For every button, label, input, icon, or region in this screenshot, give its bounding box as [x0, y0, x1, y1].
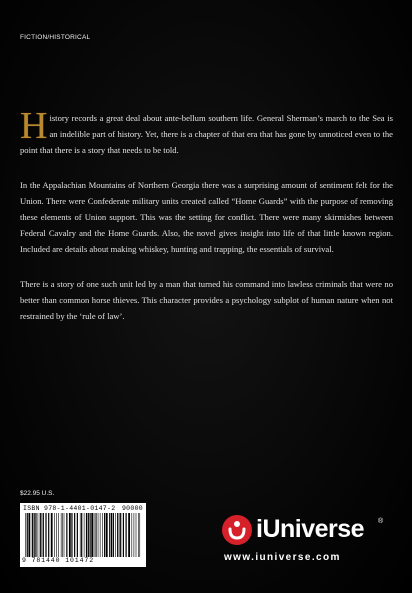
barcode-bar — [96, 513, 97, 557]
blurb-paragraph-2: In the Appalachian Mountains of Northern Georgia there was a surprising amount of sentiment felt for the Union. There were Confederate military units created called “Home Guards” with the purpose of removing these elements of Union support. This was the setting for conflict. There were many skirmishes between Federal Cavalry and the Home Guards. Also, the novel gives insight into life of that little known region. Included are details about making whiskey, hunting and trapping, the essentials of survival. — [20, 179, 393, 255]
barcode-bar — [38, 513, 39, 557]
barcode-bar — [69, 513, 71, 557]
barcode-bar — [32, 513, 33, 557]
barcode-bar — [90, 513, 91, 557]
barcode-bar — [115, 513, 116, 557]
barcode-bar — [56, 513, 57, 557]
barcode-bar — [88, 513, 89, 557]
barcode-bar — [61, 513, 62, 557]
barcode-bar — [126, 513, 127, 557]
barcode-bar — [43, 513, 44, 557]
barcode-bar — [25, 513, 26, 557]
publisher-website: www.iuniverse.com — [224, 552, 341, 563]
barcode-bar — [94, 513, 95, 557]
barcode-bar — [111, 513, 112, 557]
blurb-paragraph-1-text: istory records a great deal about ante-bellum southern life. General Sherman’s march to the Sea is an indelible part of history. Yet, there is a chapter of that era that has gone by unnoticed even to the point that there is a story that needs to be told. — [20, 113, 393, 156]
publisher-name: iUniverse — [256, 515, 365, 543]
barcode-bar — [109, 513, 110, 557]
registered-mark: ® — [378, 518, 384, 525]
isbn-number — [23, 505, 143, 512]
blurb-paragraph-3: There is a story of one such unit led by a man that turned his command into lawless criminals that were no better than common horse thieves. This character provides a psychology subplot of human nature when not restrained by the ‘rule of law’. — [20, 278, 393, 322]
barcode-bar — [84, 513, 85, 557]
barcode-bar — [35, 513, 36, 557]
barcode-bar — [80, 513, 81, 557]
barcode-bar — [98, 513, 99, 557]
barcode-bars — [23, 513, 143, 557]
barcode-bar — [62, 513, 63, 557]
barcode-bar — [58, 513, 59, 557]
barcode-bar — [117, 513, 118, 557]
barcode-bar — [64, 513, 65, 557]
barcode-bar — [113, 513, 114, 557]
barcode-bar — [100, 513, 101, 557]
publisher-logo-mark — [222, 515, 252, 545]
barcode-bar — [34, 513, 35, 557]
barcode-bar — [134, 513, 135, 557]
barcode-bar — [86, 513, 87, 557]
ean-digits: 9 781440 101472 — [22, 557, 95, 564]
barcode-bar — [119, 513, 120, 557]
barcode-bar — [71, 513, 72, 557]
isbn-label: ISBN 978-1-4401-0147-2 — [23, 505, 116, 512]
barcode-bar — [28, 513, 30, 557]
barcode-bar — [74, 513, 75, 557]
drop-cap-letter: H — [20, 105, 48, 147]
barcode-bar — [138, 513, 139, 557]
barcode-bar — [95, 513, 96, 557]
isbn-barcode — [20, 503, 146, 567]
genre-label: FICTION/HISTORICAL — [20, 34, 91, 41]
isbn-addon-code: 90000 — [121, 505, 143, 512]
barcode-bar — [106, 513, 108, 557]
barcode-bar — [66, 513, 67, 557]
barcode-bar — [136, 513, 137, 557]
barcode-bar — [102, 513, 103, 557]
barcode-bar — [91, 513, 93, 557]
blurb-paragraph-1 — [20, 105, 393, 159]
barcode-bar — [48, 513, 49, 557]
price-label: $22.95 U.S. — [20, 490, 55, 497]
barcode-bar — [42, 513, 43, 557]
barcode-bar — [27, 513, 28, 557]
barcode-bar — [120, 513, 121, 557]
barcode-bar — [54, 513, 55, 557]
barcode-bar — [45, 513, 46, 557]
blurb-text — [20, 105, 393, 342]
barcode-bar — [139, 513, 140, 557]
barcode-bar — [128, 513, 130, 557]
barcode-bar — [51, 513, 53, 557]
barcode-bar — [81, 513, 82, 557]
barcode-bar — [104, 513, 105, 557]
barcode-bar — [77, 513, 78, 557]
person-icon — [222, 515, 252, 545]
publisher-logo — [218, 512, 393, 572]
barcode-bar — [132, 513, 133, 557]
barcode-bar — [123, 513, 124, 557]
barcode-bar — [40, 513, 41, 557]
